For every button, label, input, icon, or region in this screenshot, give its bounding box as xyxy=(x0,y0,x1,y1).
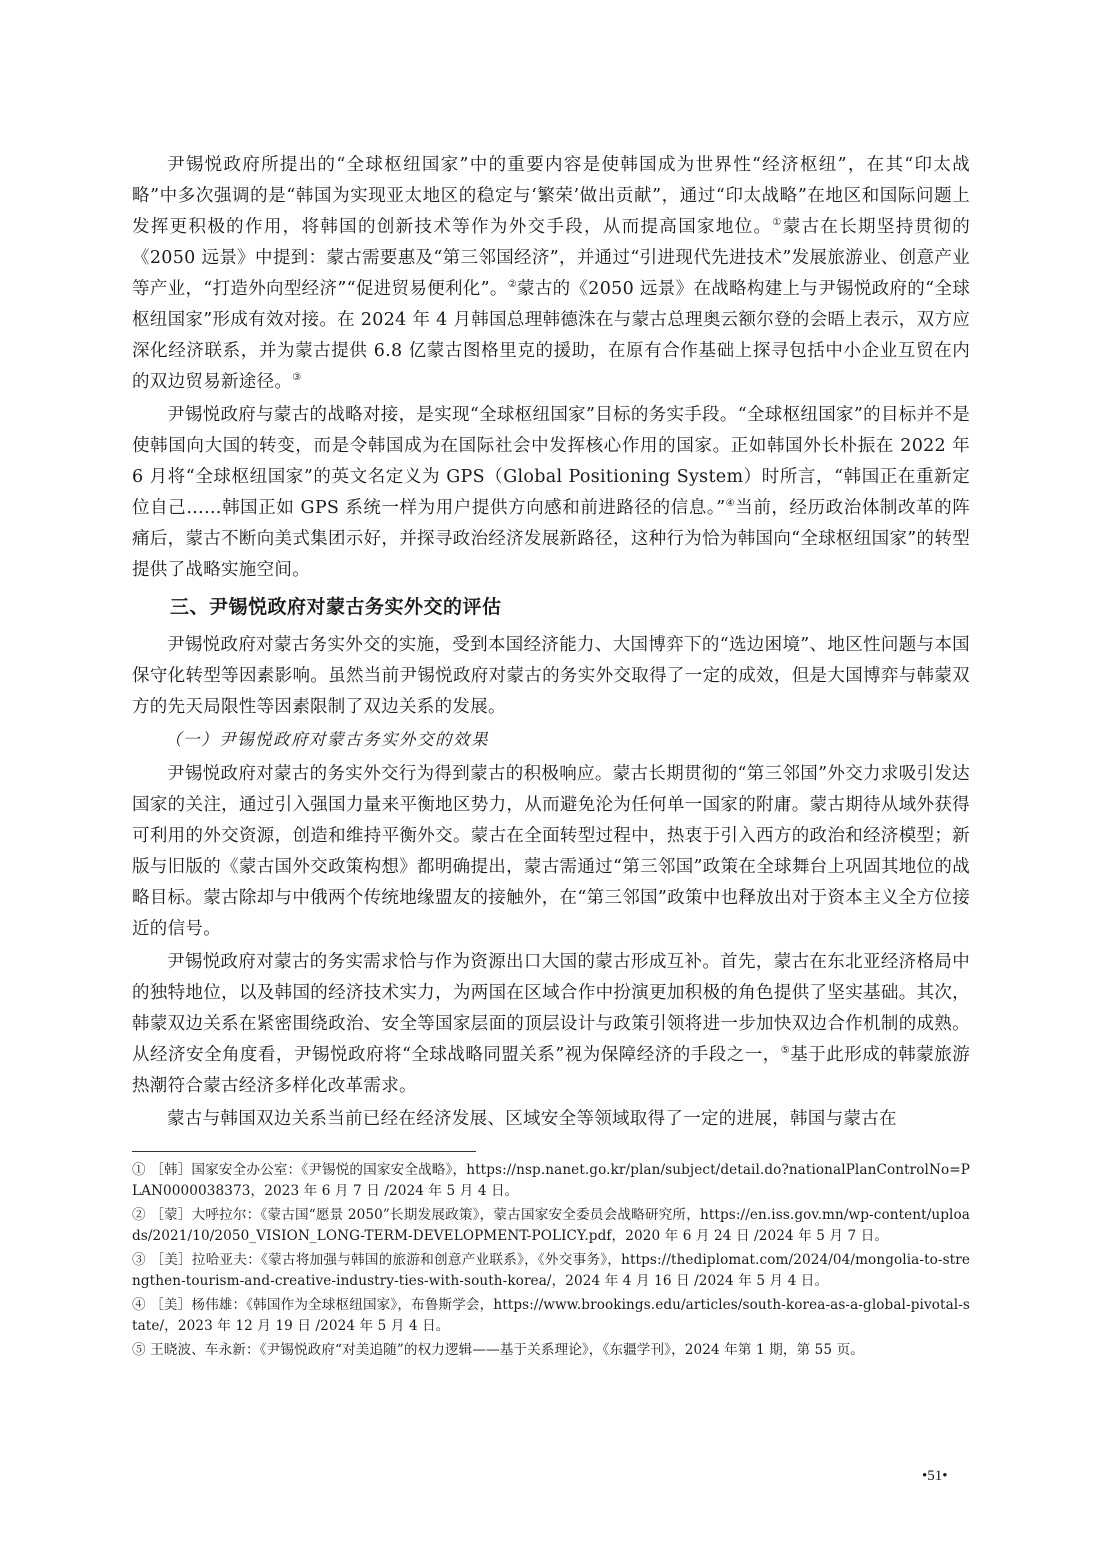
footnote-2: ② ［蒙］大呼拉尔：《蒙古国“愿景 2050”长期发展政策》，蒙古国家安全委员会战略研究所，https://en.iss.gov.mn/wp-content/uploads/2021/10/2050_VISION_LONG-TERM-DEVELOPMENT-POLICY.pdf，2020 年 6 月 24 日 /2024 年 5 月 7 日。 xyxy=(132,1207,970,1244)
paragraph-text: 当前，经历政治体制改革的阵痛后，蒙古不断向美式集团示好，并探寻政治经济发展新路径，这种行为恰为韩国向“全球枢纽国家”的转型提供了战略实施空间。 xyxy=(132,498,971,580)
footnote-4: ④ ［美］杨伟雄：《韩国作为全球枢纽国家》，布鲁斯学会，https://www.brookings.edu/articles/south-korea-as-a-global-pivotal-state/，2023 年 12 月 19 日 /2024 年 5 月 4 日。 xyxy=(132,1297,970,1334)
sub-heading: （一）尹锡悦政府对蒙古务实外交的效果 xyxy=(165,730,489,749)
paragraph-text: 蒙古在长期坚持贯彻的《2050 远景》中提到：蒙古需要惠及“第三邻国经济”，并通过“引进现代先进技术”发展旅游业、创意产业等产业，“打造外向型经济”“促进贸易便利化”。 xyxy=(132,217,971,299)
body-paragraph-6: 蒙古与韩国双边关系当前已经在经济发展、区域安全等领域取得了一定的进展，韩国与蒙古在 xyxy=(167,1109,897,1129)
body-paragraph-5 xyxy=(132,947,970,1102)
body-paragraph-3: 尹锡悦政府对蒙古务实外交的实施，受到本国经济能力、大国博弈下的“选边困境”、地区性问题与本国保守化转型等因素影响。虽然当前尹锡悦政府对蒙古的务实外交取得了一定的成效，但是大国博弈与韩蒙双方的先天局限性等因素限制了双边关系的发展。 xyxy=(132,635,970,717)
footnote-marker-2[interactable]: ② xyxy=(507,279,518,291)
paragraph-text: 基于此形成的韩蒙旅游热潮符合蒙古经济多样化改革需求。 xyxy=(132,1045,971,1096)
body-paragraph-2 xyxy=(132,400,970,586)
footnote-divider xyxy=(132,1151,476,1152)
page-number: •51• xyxy=(922,1468,948,1484)
footnotes xyxy=(132,1160,970,1365)
footnote-marker-4[interactable]: ④ xyxy=(725,498,736,510)
paragraph-text: 尹锡悦政府与蒙古的战略对接，是实现“全球枢纽国家”目标的务实手段。“全球枢纽国家”的目标并不是使韩国向大国的转变，而是令韩国成为在国际社会中发挥核心作用的国家。正如韩国外长朴振在 2022 年 6 月将“全球枢纽国家”的英文名定义为 GPS（Global Positioning System）时所言，“韩国正在重新定位自己……韩国正如 GPS 系统一样为用户提供方向感和前进路径的信息。” xyxy=(132,405,970,518)
body-paragraph-1 xyxy=(132,150,970,398)
footnote-marker-5[interactable]: ⑤ xyxy=(780,1045,791,1057)
body-paragraph-4: 尹锡悦政府对蒙古的务实外交行为得到蒙古的积极响应。蒙古长期贯彻的“第三邻国”外交力求吸引发达国家的关注，通过引入强国力量来平衡地区势力，从而避免沦为任何单一国家的附庸。蒙古期待从域外获得可利用的外交资源，创造和维持平衡外交。蒙古在全面转型过程中，热衷于引入西方的政治和经济模型；新版与旧版的《蒙古国外交政策构想》都明确提出，蒙古需通过“第三邻国”政策在全球舞台上巩固其地位的战略目标。蒙古除却与中俄两个传统地缘盟友的接触外，在“第三邻国”政策中也释放出对于资本主义全方位接近的信号。 xyxy=(132,764,970,939)
main-text xyxy=(132,150,970,1137)
paragraph-text: 尹锡悦政府所提出的“全球枢纽国家”中的重要内容是使韩国成为世界性“经济枢纽”，在其“印太战略”中多次强调的是“韩国为实现亚太地区的稳定与‘繁荣’做出贡献”，通过“印太战略”在地区和国际问题上发挥更积极的作用，将韩国的创新技术等作为外交手段，从而提高国家地位。 xyxy=(132,155,970,237)
footnote-5: ⑤ 王晓波、车永新：《尹锡悦政府“对美追随”的权力逻辑——基于关系理论》，《东疆学刊》，2024 年第 1 期，第 55 页。 xyxy=(132,1342,864,1358)
paragraph-text: 蒙古的《2050 远景》在战略构建上与尹锡悦政府的“全球枢纽国家”形成有效对接。在 2024 年 4 月韩国总理韩德洙在与蒙古总理奥云额尔登的会晤上表示，双方应深化经济联系，并为蒙古提供 6.8 亿蒙古图格里克的援助，在原有合作基础上探寻包括中小企业互贸在内的双边贸易新途径。 xyxy=(132,279,971,392)
footnote-1: ① ［韩］国家安全办公室：《尹锡悦的国家安全战略》，https://nsp.nanet.go.kr/plan/subject/detail.do?nationalPlanControlNo=PLAN0000038373，2023 年 6 月 7 日 /2024 年 5 月 4 日。 xyxy=(132,1162,970,1199)
footnote-3: ③ ［美］拉哈亚夫：《蒙古将加强与韩国的旅游和创意产业联系》，《外交事务》，https://thediplomat.com/2024/04/mongolia-to-strengthen-tourism-and-creative-industry-ties-with-south-korea/，2024 年 4 月 16 日 /2024 年 5 月 4 日。 xyxy=(132,1252,970,1289)
footnote-marker-1[interactable]: ① xyxy=(772,217,783,229)
footnote-marker-3[interactable]: ③ xyxy=(292,372,302,384)
paragraph-text: 尹锡悦政府对蒙古的务实需求恰与作为资源出口大国的蒙古形成互补。首先，蒙古在东北亚经济格局中的独特地位，以及韩国的经济技术实力，为两国在区域合作中扮演更加积极的角色提供了坚实基础。其次，韩蒙双边关系在紧密围绕政治、安全等国家层面的顶层设计与政策引领将进一步加快双边合作机制的成熟。从经济安全角度看，尹锡悦政府将“全球战略同盟关系”视为保障经济的手段之一， xyxy=(132,952,970,1065)
section-heading: 三、尹锡悦政府对蒙古务实外交的评估 xyxy=(170,596,502,618)
